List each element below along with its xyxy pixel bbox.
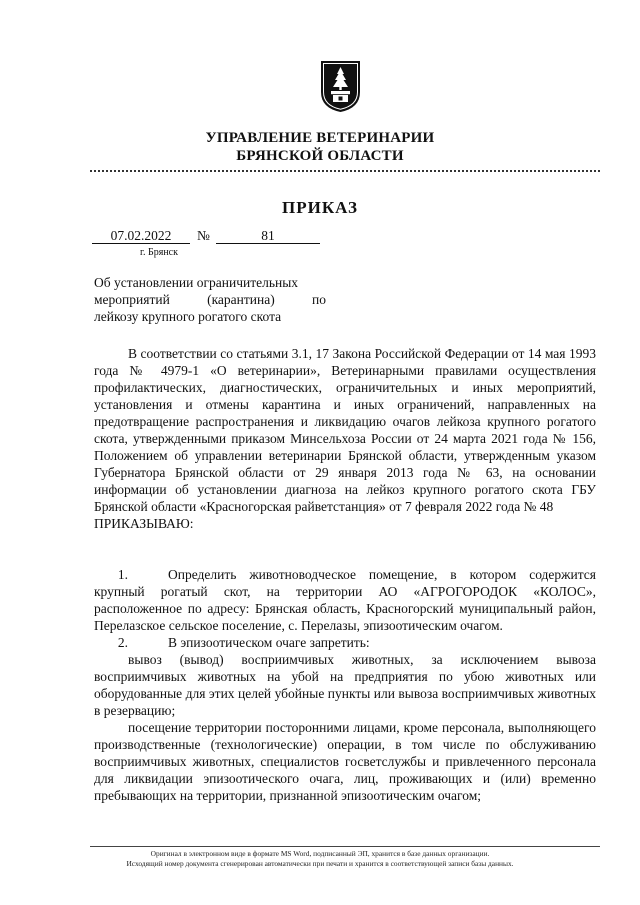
- item-2-text: В эпизоотическом очаге запретить:: [168, 635, 370, 650]
- document-title: ПРИКАЗ: [282, 198, 358, 217]
- item-1-text: Определить животноводческое помещение, в котором содержится крупный рогатый скот, на территории АО «АГРОГОРОДОК «КОЛОС», расположенное по адресу: Брянская область, Красногорский муниципальный район, Перелазское сельское поселение, с. Перелазы, эпизоотическим очагом.: [94, 567, 596, 633]
- order-word: ПРИКАЗЫВАЮ:: [94, 516, 194, 531]
- footer-divider: [90, 846, 600, 847]
- org-name-line1: УПРАВЛЕНИЕ ВЕТЕРИНАРИИ: [205, 130, 435, 146]
- subject-line1: Об установлении ограничительных: [94, 275, 299, 290]
- preamble-paragraph: В соответствии со статьями 3.1, 17 Закона Российской Федерации от 14 мая 1993 года № 4979-1 «О ветеринарии», Ветеринарными правилами осуществления профилактических, диагностических, ограничительных и иных мероприятий, установления и отмены карантина и иных ограничений, направленных на предотвращение распространения и ликвидацию очагов лейкоза крупного рогатого скота, утвержденными приказом Минсельхоза России от 24 марта 2021 года № 156, Положением об управлении ветеринарии Брянской области, утвержденным указом Губернатора Брянской области от 29 января 2013 года № 63, на основании информации об установлении диагноза на лейкоз крупного рогатого скота ГБУ Брянской области «Красногорская райветстанция» от 7 февраля 2022 года № 48: [94, 346, 596, 514]
- item-2-paragraph: [94, 634, 596, 651]
- header-divider: [90, 170, 600, 172]
- bryansk-coat-of-arms-icon: [319, 58, 362, 114]
- item-1-paragraph: [94, 566, 596, 634]
- item-2-num: 2.: [117, 635, 128, 650]
- paragraph-a: вывоз (вывод) восприимчивых животных, за исключением вывоза восприимчивых животных на убой на предприятия по убою животных или оборудованные для этих целей убойные пункты или вывоза восприимчивых животных в резервацию;: [94, 652, 596, 718]
- footer-line2: Исходящий номер документа сгенерирован автоматически при печати и хранится в соответствующей записи базы данных.: [126, 859, 514, 868]
- subject-line2: мероприятий (карантина) по: [94, 292, 326, 307]
- city-label: г. Брянск: [140, 247, 178, 258]
- org-name-line2: БРЯНСКОЙ ОБЛАСТИ: [236, 148, 404, 164]
- order-items: [94, 566, 596, 804]
- spacer: [94, 532, 596, 549]
- subject-line3: лейкозу крупного рогатого скота: [94, 309, 282, 324]
- order-subject: [94, 274, 326, 325]
- paragraph-b: посещение территории посторонними лицами, кроме персонала, выполняющего производственные (технологические) операции, в том числе по обслуживанию восприимчивых животных, специалистов госветслужбы и привлеченного персонала для ликвидации эпизоотического очага, лиц, проживающих и (или) временно пребывающих на территории, признанной эпизоотическим очагом;: [94, 720, 596, 803]
- order-number: 81: [216, 228, 320, 244]
- footer-line1: Оригинал в электронном виде в формате MS Word, подписанный ЭП, хранится в базе данных организации.: [150, 849, 490, 858]
- number-sign: №: [197, 228, 210, 243]
- order-date: 07.02.2022: [92, 228, 190, 244]
- order-body: [94, 345, 596, 549]
- item-1-num: 1.: [117, 567, 128, 582]
